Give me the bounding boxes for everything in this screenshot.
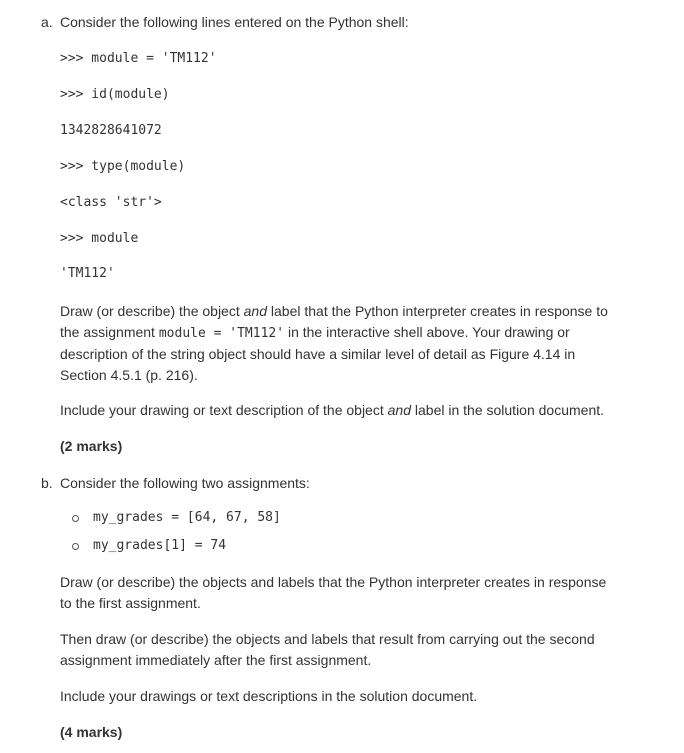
shell-output-id: 1342828641072: [60, 123, 162, 138]
part-b-paragraph-2: Then draw (or describe) the objects and labels that result from carrying out the second assignment immediately after the first assignment.: [60, 631, 595, 668]
part-a-marker: a.: [41, 14, 53, 30]
part-b-marks: (4 marks): [60, 724, 123, 740]
text-span: in the interactive shell above. Your drawing or description of the string object should have a similar level of detail as Figure 4.14 in Section 4.5.1 (p. 216).: [60, 324, 576, 383]
shell-output-type: <class 'str'>: [60, 195, 162, 210]
text-span: label in the solution document.: [411, 402, 605, 418]
text-span: Include your drawing or text description of the object: [60, 402, 388, 418]
shell-line-3: >>> type(module): [60, 159, 186, 174]
shell-output-value: 'TM112': [60, 266, 115, 281]
part-a-paragraph-1: [60, 301, 620, 386]
part-b-paragraph-1: Draw (or describe) the objects and labels that the Python interpreter creates in response to the first assignment.: [60, 574, 607, 611]
part-a-paragraph-2: [60, 400, 620, 421]
shell-line-4: >>> module: [60, 231, 139, 246]
shell-line-2: >>> id(module): [60, 87, 170, 102]
shell-line-1: >>> module = 'TM112': [60, 51, 217, 66]
part-a-marks: (2 marks): [60, 438, 123, 454]
assignment-2: my_grades[1] = 74: [93, 538, 227, 553]
part-b-marker: b.: [41, 475, 53, 491]
emphasis-and: and: [387, 402, 411, 418]
part-b-intro: Consider the following two assignments:: [60, 475, 310, 491]
inline-code: module = 'TM112': [158, 326, 285, 341]
part-a-intro: Consider the following lines entered on the Python shell:: [60, 14, 409, 30]
text-span: label that the Python interpreter creates in response to the assignment: [60, 303, 608, 340]
assignment-1: my_grades = [64, 67, 58]: [93, 510, 281, 525]
bullet-icon: [72, 543, 79, 550]
part-b-paragraph-3: Include your drawings or text descriptions in the solution document.: [60, 688, 478, 704]
emphasis-and: and: [243, 303, 267, 319]
bullet-icon: [72, 515, 79, 522]
text-span: Draw (or describe) the object: [60, 303, 244, 319]
